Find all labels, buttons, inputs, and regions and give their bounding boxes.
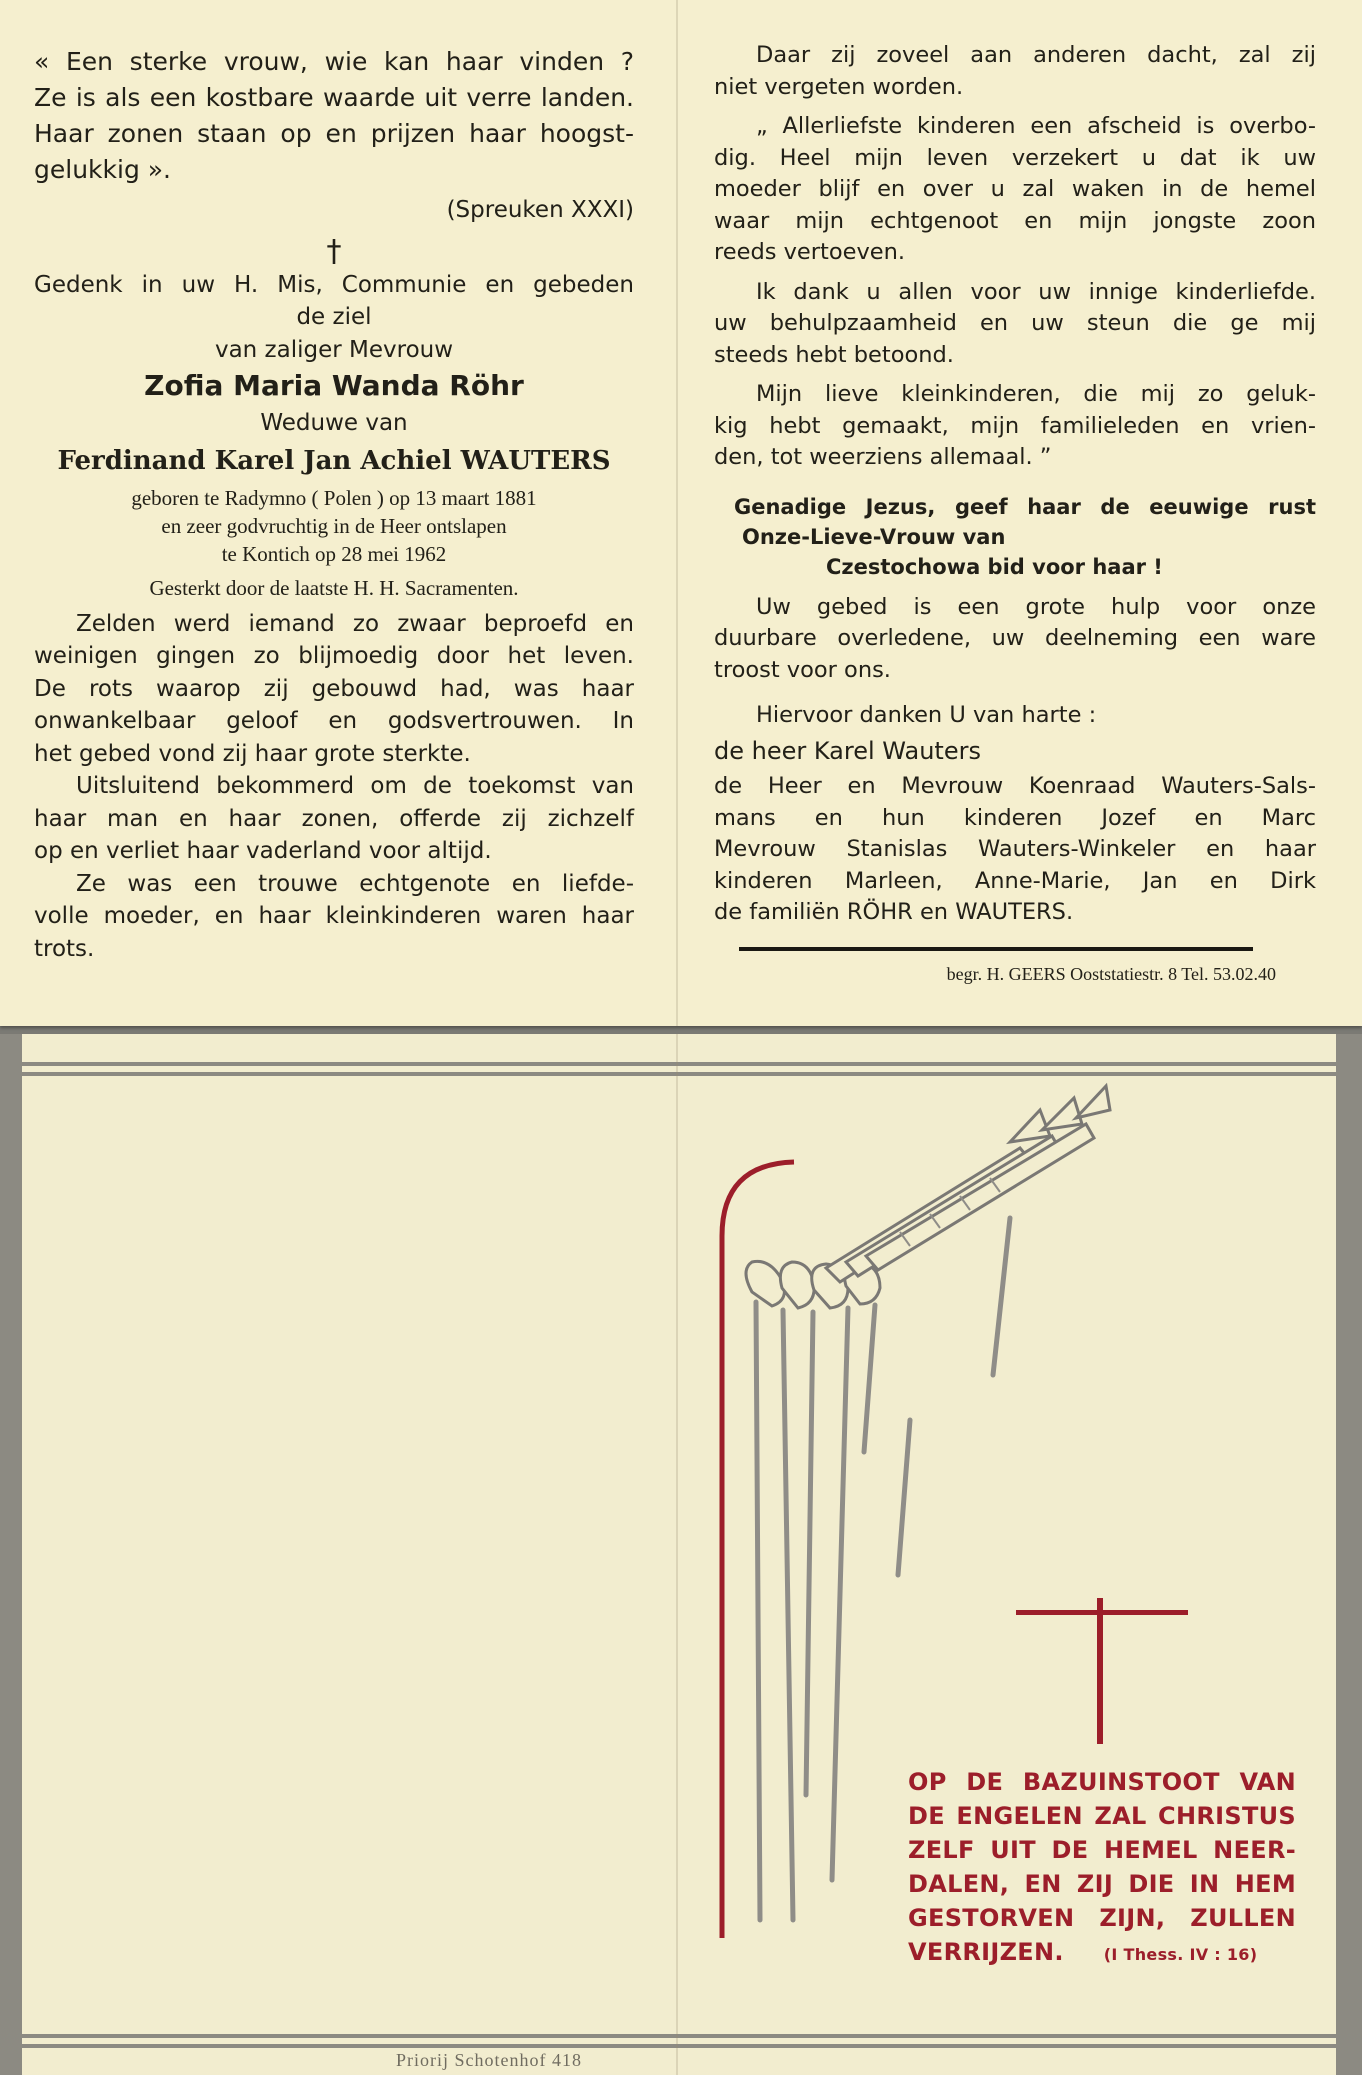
prayer-line: Czestochowa bid voor haar ! xyxy=(826,554,1163,579)
text-line: reeds vertoeven. xyxy=(714,239,906,265)
family-line: mans en hun kinderen Jozef en Marc xyxy=(714,804,1316,831)
text-line: Mijn lieve kleinkinderen, die mij zo geluk- xyxy=(756,381,1316,407)
widow-of: Weduwe van xyxy=(260,409,408,436)
death-line: te Kontich op 28 mei 1962 xyxy=(221,541,447,566)
text-line: op en verliet haar vaderland voor altijd. xyxy=(34,838,492,864)
text-line: „ Allerliefste kinderen een afscheid is overbo- xyxy=(756,113,1316,139)
text-line: uw behulpzaamheid en uw steun die ge mij xyxy=(714,310,1316,336)
text-line: Zelden werd iemand zo zwaar beproefd en xyxy=(76,610,634,637)
thanks-main: de heer Karel Wauters xyxy=(714,736,981,765)
verse-reference: (I Thess. IV : 16) xyxy=(1103,1945,1258,1964)
text-line: Ik dank u allen voor uw innige kinderliefde. xyxy=(756,278,1316,305)
text-line: De rots waarop zij gebouwd had, was haar xyxy=(34,675,634,702)
family-line: de Heer en Mevrouw Koenraad Wauters-Sals- xyxy=(714,773,1316,799)
text-line: troost voor ons. xyxy=(714,656,891,683)
husband-name: Ferdinand Karel Jan Achiel WAUTERS xyxy=(57,446,611,476)
scripture-line: VERRIJZEN. xyxy=(908,1938,1064,1966)
scripture-line: ZELF UIT DE HEMEL NEER- xyxy=(908,1836,1296,1864)
quote-line: gelukkig ». xyxy=(34,155,171,184)
text-line: steeds hebt betoond. xyxy=(714,341,954,368)
text-line: weinigen gingen zo blijmoedig door het leven. xyxy=(34,643,634,669)
text-line: waar mijn echtgenoot en mijn jongste zoon xyxy=(714,207,1316,234)
scripture-text xyxy=(908,1765,1296,1972)
deceased-name: Zofia Maria Wanda Röhr xyxy=(144,369,524,402)
text-line: onwankelbaar geloof en godsvertrouwen. In xyxy=(34,708,634,734)
remember-line: de ziel xyxy=(296,304,372,330)
text-line: Uw gebed is een grote hulp voor onze xyxy=(756,593,1316,620)
text-line: kig hebt gemaakt, mijn familieleden en vrien- xyxy=(714,412,1316,439)
quote-source: (Spreuken XXXI) xyxy=(446,197,634,223)
text-line: moeder blijf en over u zal waken in de hemel xyxy=(714,176,1316,202)
prayer-line: Onze-Lieve-Vrouw van xyxy=(742,524,1006,549)
text-line: Ze was een trouwe echtgenote en liefde- xyxy=(76,870,634,897)
family-line: de familiën RÖHR en WAUTERS. xyxy=(714,899,1074,925)
trumpets xyxy=(826,1086,1110,1282)
remember-line: Gedenk in uw H. Mis, Communie en gebeden xyxy=(34,271,634,298)
scripture-line: DALEN, EN ZIJ DIE IN HEM xyxy=(908,1870,1296,1898)
text-line: volle moeder, en haar kleinkinderen waren haar xyxy=(34,903,634,929)
scripture-final-line xyxy=(908,1935,1296,1972)
quote-line: Ze is als een kostbare waarde uit verre landen. xyxy=(34,83,634,112)
text-line: duurbare overledene, uw deelneming een ware xyxy=(714,625,1316,651)
text-line: dig. Heel mijn leven verzekert u dat ik uw xyxy=(714,144,1316,171)
quote-line: Haar zonen staan op en prijzen haar hoogst- xyxy=(34,119,634,148)
text-line: haar man en haar zonen, offerde zij zichzelf xyxy=(34,805,634,832)
text-line: trots. xyxy=(34,935,95,962)
printer-credit: begr. H. GEERS Ooststatiestr. 8 Tel. 53.02.40 xyxy=(946,963,1276,984)
sacraments-line: Gesterkt door de laatste H. H. Sacramenten. xyxy=(149,575,519,600)
text-line: den, tot weerziens allemaal. ” xyxy=(714,444,1052,470)
text-line: Uitsluitend bekommerd om de toekomst van xyxy=(76,773,634,799)
family-line: kinderen Marleen, Anne-Marie, Jan en Dirk xyxy=(714,867,1316,894)
cross-icon: † xyxy=(326,233,342,269)
red-cross-icon xyxy=(1016,1598,1188,1744)
text-line: het gebed vond zij haar grote sterkte. xyxy=(34,740,471,767)
remember-line: van zaliger Mevrouw xyxy=(214,336,454,363)
death-line: en zeer godvruchtig in de Heer ontslapen xyxy=(161,513,507,538)
family-line: Mevrouw Stanislas Wauters-Winkeler en haar xyxy=(714,836,1316,862)
scripture-line: OP DE BAZUINSTOOT VAN xyxy=(908,1768,1296,1796)
text-line: Daar zij zoveel aan anderen dacht, zal zij xyxy=(756,42,1316,68)
prayer-line: Genadige Jezus, geef haar de eeuwige rust xyxy=(734,494,1316,519)
text-line: niet vergeten worden. xyxy=(714,73,964,100)
thanks-intro: Hiervoor danken U van harte : xyxy=(756,702,1097,728)
scripture-line: DE ENGELEN ZAL CHRISTUS xyxy=(908,1802,1296,1830)
quote-line: « Een sterke vrouw, wie kan haar vinden ? xyxy=(34,47,634,76)
scripture-line: GESTORVEN ZIJN, ZULLEN xyxy=(908,1904,1296,1932)
birth-line: geboren te Radymno ( Polen ) op 13 maart 1881 xyxy=(131,485,537,510)
print-mark: Priorij Schotenhof 418 xyxy=(396,2050,582,2070)
